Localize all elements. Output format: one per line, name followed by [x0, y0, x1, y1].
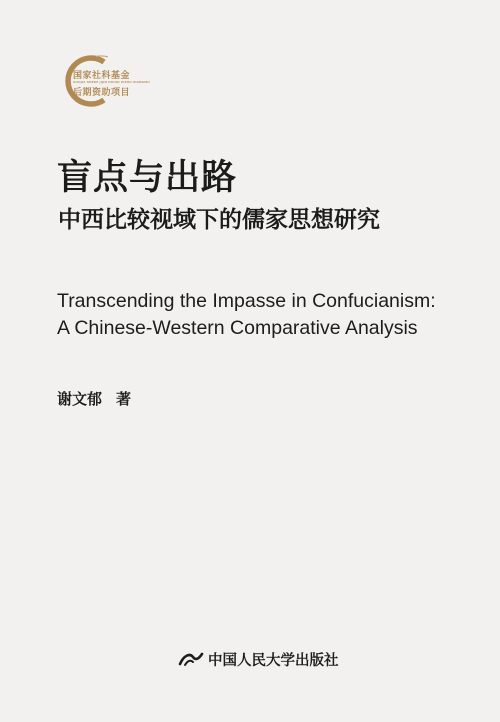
- seal-text-line-2: 后期资助项目: [73, 88, 131, 98]
- author-name: 谢文郁: [57, 390, 103, 408]
- author-credit: [57, 388, 131, 409]
- publisher-logo-icon: [178, 651, 204, 667]
- english-title: [57, 288, 436, 342]
- publisher-name: 中国人民大学出版社: [208, 652, 339, 669]
- fund-seal-logo: [56, 52, 152, 110]
- author-role: 著: [116, 390, 132, 408]
- seal-text-line-1: 国家社科基金: [73, 71, 131, 81]
- seal-text-pinyin: GUOJIA SHEKE JIJIN HOUQI ZIZHU XIANGMU: [73, 80, 150, 84]
- book-subtitle: 中西比较视域下的儒家思想研究: [58, 207, 380, 233]
- publisher-imprint: [178, 649, 339, 669]
- english-title-line-2: A Chinese-Western Comparative Analysis: [57, 317, 418, 339]
- english-title-line-1: Transcending the Impasse in Confucianism:: [57, 290, 436, 312]
- book-title: 盲点与出路: [57, 158, 238, 198]
